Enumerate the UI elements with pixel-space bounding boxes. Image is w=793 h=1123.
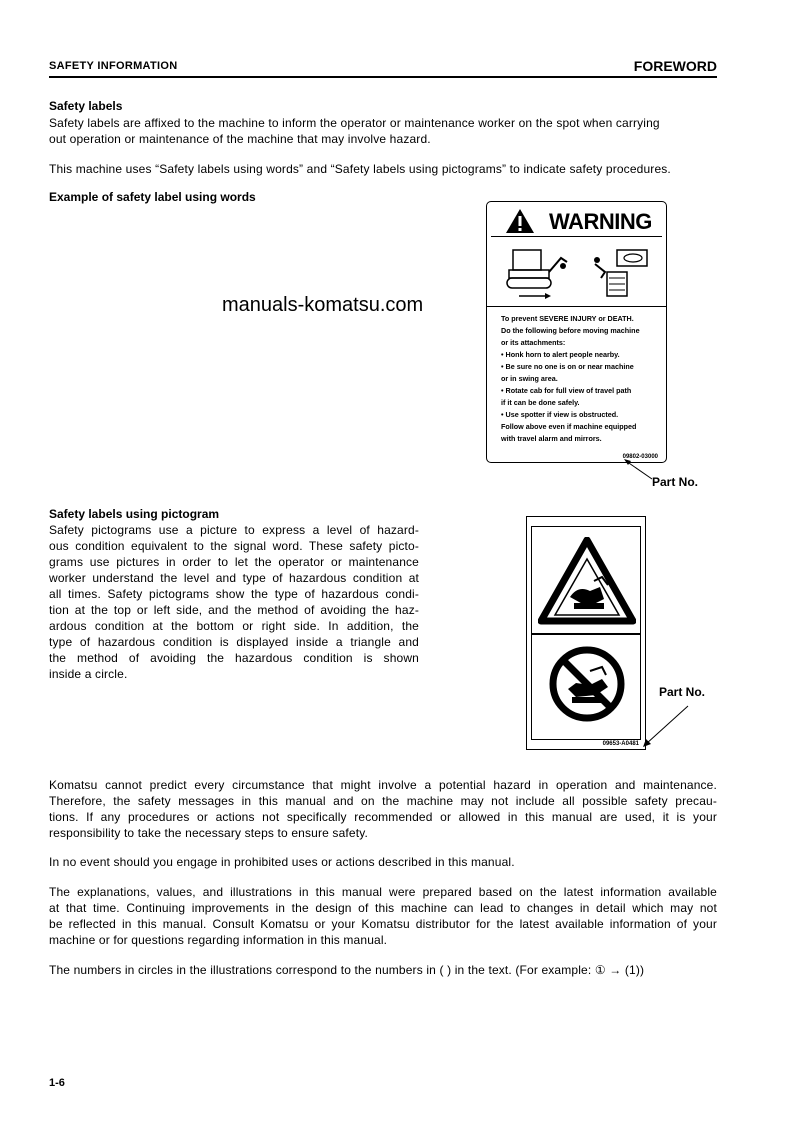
warning-text-line: • Rotate cab for full view of travel path (501, 386, 632, 395)
pictogram-heading: Safety labels using pictogram (49, 507, 220, 521)
text-line: tions. If any procedures or actions not specifically recommended or allowed in this manual are used, it is your (49, 810, 717, 824)
warning-text-line: or its attachments: (501, 338, 566, 347)
numbers-note-example: ① → (1)) (594, 963, 645, 977)
text-line: machine or for questions regarding information in this manual. (49, 933, 388, 947)
numbers-note (49, 962, 729, 978)
pictogram-frame (531, 526, 641, 740)
warning-triangle-icon (505, 208, 535, 234)
pictogram-paragraph (49, 522, 419, 682)
safety-labels-heading: Safety labels (49, 99, 123, 113)
safety-labels-paragraph (49, 115, 717, 147)
prohibition-circle-icon (546, 643, 628, 725)
signal-word: WARNING (549, 209, 652, 234)
safety-labels-uses: This machine uses “Safety labels using words” and “Safety labels using pictograms” to indicate safety procedures. (49, 162, 671, 176)
text-line: Safety labels are affixed to the machine to inform the operator or maintenance worker on the spot when carrying (49, 116, 660, 130)
prohibited-paragraph: In no event should you engage in prohibited uses or actions described in this manual. (49, 855, 515, 869)
pictogram-label (526, 516, 646, 750)
section-title: SAFETY INFORMATION (49, 60, 178, 72)
text-line: Komatsu cannot predict every circumstance that might involve a potential hazard in operation and maintenance. (49, 778, 717, 792)
part-no-label-words: Part No. (652, 475, 699, 489)
text-line: grams use pictures in order to let the operator or maintenance (49, 555, 419, 569)
text-line: the method of avoiding the hazardous condition is shown (49, 651, 419, 665)
warning-text-line: with travel alarm and mirrors. (501, 434, 602, 443)
warning-text-line: To prevent SEVERE INJURY or DEATH. (501, 314, 634, 323)
warning-text-line: • Honk horn to alert people nearby. (501, 350, 620, 359)
pictogram-part-number: 09653-A0481 (602, 741, 639, 747)
warning-header (491, 206, 662, 237)
text-line: inside a circle. (49, 667, 128, 681)
text-line: be reflected in this manual. Consult Komatsu or your Komatsu distributor for the latest available information of your (49, 917, 717, 931)
text-line: Safety pictograms use a picture to express a level of hazard- (49, 523, 419, 537)
text-line: tion at the top or left side, and the method of avoiding the haz- (49, 603, 419, 617)
words-example-heading: Example of safety label using words (49, 190, 256, 204)
text-line: ardous condition at the bottom or right side. In addition, the (49, 619, 419, 633)
warning-text-line: or in swing area. (501, 374, 558, 383)
text-line: type of hazardous condition is displayed inside a triangle and (49, 635, 419, 649)
text-line: ous condition equivalent to the signal word. These safety picto- (49, 539, 419, 553)
pictogram-divider (532, 633, 640, 635)
warning-text (501, 313, 661, 445)
text-line: responsibility to take the necessary steps to ensure safety. (49, 826, 368, 840)
numbers-note-text: The numbers in circles in the illustrations correspond to the numbers in ( ) in the text. (For example: (49, 963, 592, 977)
page-number: 1-6 (49, 1077, 65, 1089)
text-line: Therefore, the safety messages in this manual and on the machine may not include all possible safety precau- (49, 794, 717, 808)
machine-travel-icon (505, 242, 575, 302)
text-line: at that time. Continuing improvements in the design of this machine can lead to changes in detail which may not (49, 901, 717, 915)
warning-text-line: Follow above even if machine equipped (501, 422, 637, 431)
warning-part-number: 09802-03000 (622, 454, 658, 460)
warning-label (486, 201, 667, 463)
text-line: all times. Safety pictograms show the type of hazardous condi- (49, 587, 419, 601)
text-line: worker understand the level and type of hazardous condition at (49, 571, 419, 585)
disclaimer-paragraph (49, 777, 717, 841)
text-line: out operation or maintenance of the machine that may involve hazard. (49, 132, 431, 146)
chapter-title: FOREWORD (633, 58, 717, 74)
part-no-leader-arrow-pictogram (638, 700, 694, 750)
header-rule (49, 76, 717, 78)
hazard-triangle-icon (538, 537, 636, 625)
part-no-label-pictogram: Part No. (659, 685, 706, 699)
machine-swing-icon (587, 242, 657, 302)
text-line: The explanations, values, and illustrations in this manual were prepared based on the latest information available (49, 885, 717, 899)
warning-text-line: Do the following before moving machine (501, 326, 640, 335)
warning-text-line: if it can be done safely. (501, 398, 580, 407)
warning-pictures (487, 238, 666, 307)
explanations-paragraph (49, 884, 717, 948)
warning-text-line: • Be sure no one is on or near machine (501, 362, 634, 371)
warning-text-line: • Use spotter if view is obstructed. (501, 410, 619, 419)
watermark: manuals-komatsu.com (222, 294, 424, 316)
